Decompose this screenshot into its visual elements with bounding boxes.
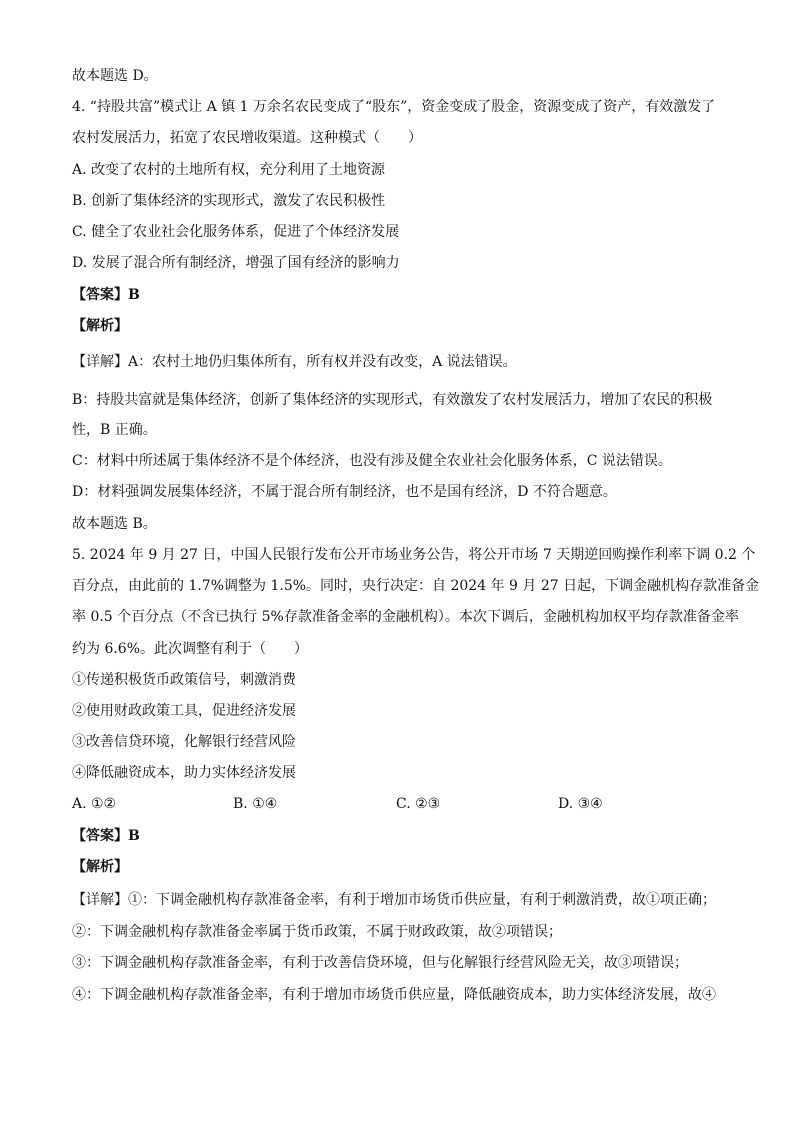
q4-option-a: A. 改变了农村的土地所有权，充分利用了土地资源 bbox=[72, 162, 386, 178]
q4-option-c: C. 健全了农业社会化服务体系，促进了个体经济发展 bbox=[72, 224, 400, 240]
q5-stem-line-1: 5. 2024 年 9 月 27 日，中国人民银行发布公开市场业务公告，将公开市场 7 天期逆回购操作利率下调 0.2 个 bbox=[72, 547, 756, 563]
q4-detail-d: D：材料强调发展集体经济，不属于混合所有制经济，也不是国有经济，D 不符合题意。 bbox=[72, 484, 617, 500]
q5-item-2: ②使用财政政策工具，促进经济发展 bbox=[72, 703, 296, 719]
q4-detail-b-line-1: B：持股共富就是集体经济，创新了集体经济的实现形式，有效激发了农村发展活力，增加了农民的积极 bbox=[72, 392, 713, 408]
q5-choice-d: D. ③④ bbox=[558, 796, 603, 812]
q4-option-b: B. 创新了集体经济的实现形式，激发了农民积极性 bbox=[72, 193, 386, 209]
q5-analysis-label: 【解析】 bbox=[72, 859, 128, 875]
q5-choice-a: A. ①② bbox=[72, 796, 117, 812]
q4-analysis-label: 【解析】 bbox=[72, 318, 128, 334]
q5-choice-b: B. ①④ bbox=[233, 796, 278, 812]
q5-choice-c: C. ②③ bbox=[396, 796, 441, 812]
q5-stem-line-3: 率 0.5 个百分点（不含已执行 5%存款准备金率的金融机构）。本次下调后，金融机构加权平均存款准备金率 bbox=[72, 609, 739, 625]
q5-detail-4: ④：下调金融机构存款准备金率，有利于增加市场货币供应量，降低融资成本，助力实体经济发展，故④ bbox=[72, 987, 716, 1003]
q5-item-1: ①传递积极货币政策信号，刺激消费 bbox=[72, 672, 296, 688]
q4-conclusion: 故本题选 B。 bbox=[72, 516, 157, 532]
q5-stem-line-4: 约为 6.6%。此次调整有利于（ ） bbox=[72, 641, 309, 657]
q4-answer: 【答案】B bbox=[72, 287, 140, 303]
q4-detail-b-line-2: 性，B 正确。 bbox=[72, 422, 157, 438]
q4-option-d: D. 发展了混合所有制经济，增强了国有经济的影响力 bbox=[72, 255, 400, 271]
q5-detail-3: ③：下调金融机构存款准备金率，有利于改善信贷环境，但与化解银行经营风险无关，故③项错误； bbox=[72, 955, 688, 971]
q5-stem-line-2: 百分点，由此前的 1.7%调整为 1.5%。同时，央行决定：自 2024 年 9 月 27 日起，下调金融机构存款准备金 bbox=[72, 578, 760, 594]
q3-conclusion: 故本题选 D。 bbox=[72, 68, 158, 84]
q4-stem-line-2: 农村发展活力，拓宽了农民增收渠道。这种模式（ ） bbox=[72, 130, 422, 146]
q5-detail-2: ②：下调金融机构存款准备金率属于货币政策，不属于财政政策，故②项错误； bbox=[72, 924, 562, 940]
q4-detail-c: C：材料中所述属于集体经济不是个体经济，也没有涉及健全农业社会化服务体系，C 说法错误。 bbox=[72, 453, 672, 469]
q5-item-3: ③改善信贷环境，化解银行经营风险 bbox=[72, 734, 296, 750]
q5-detail-1: 【详解】①：下调金融机构存款准备金率，有利于增加市场货币供应量，有利于刺激消费，故①项正确； bbox=[72, 892, 716, 908]
q4-stem-line-1: 4. “持股共富”模式让 A 镇 1 万余名农民变成了“股东”，资金变成了股金，资源变成了资产，有效激发了 bbox=[72, 99, 716, 115]
q5-answer: 【答案】B bbox=[72, 828, 140, 844]
q4-detail-a: 【详解】A：农村土地仍归集体所有，所有权并没有改变，A 说法错误。 bbox=[72, 354, 517, 370]
q5-item-4: ④降低融资成本，助力实体经济发展 bbox=[72, 765, 296, 781]
